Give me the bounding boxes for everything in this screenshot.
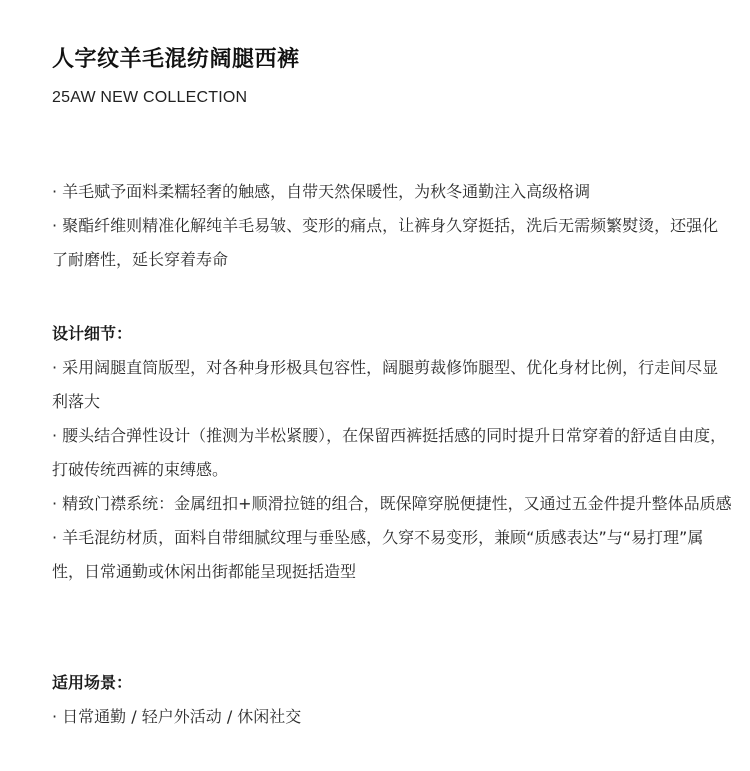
scene-item: · 日常通勤 / 轻户外活动 / 休闲社交 — [52, 707, 302, 726]
detail-item-fabric: · 羊毛混纺材质，面料自带细腻纹理与垂坠感，久穿不易变形，兼顾“质感表达”与“易打理”属性，日常通勤或休闲出街都能呈现挺括造型 — [52, 528, 704, 581]
design-details-section — [52, 317, 732, 589]
detail-item-fit: · 采用阔腿直筒版型，对各种身形极具包容性，阔腿剪裁修饰腿型、优化身材比例，行走间尽显利落大 — [52, 358, 719, 411]
intro-paragraph-polyester: · 聚酯纤维则精准化解纯羊毛易皱、变形的痛点，让裤身久穿挺括，洗后无需频繁熨烫，还强化了耐磨性，延长穿着寿命 — [52, 216, 719, 269]
intro-paragraph-wool: · 羊毛赋予面料柔糯轻奢的触感，自带天然保暖性，为秋冬通勤注入高级格调 — [52, 182, 591, 201]
usage-scenes-heading: 适用场景： — [52, 673, 133, 692]
intro-section — [52, 175, 732, 277]
detail-item-fly: · 精致门襟系统：金属纽扣+顺滑拉链的组合，既保障穿脱便捷性，又通过五金件提升整体品质感 — [52, 494, 732, 513]
usage-scenes-section — [52, 666, 732, 734]
collection-subtitle: 25AW NEW COLLECTION — [52, 89, 248, 106]
detail-item-waistband: · 腰头结合弹性设计（推测为半松紧腰），在保留西裤挺括感的同时提升日常穿着的舒适自由度，打破传统西裤的束缚感。 — [52, 426, 727, 479]
design-details-heading: 设计细节： — [52, 324, 133, 343]
product-title: 人字纹羊毛混纺阔腿西裤 — [52, 47, 300, 72]
